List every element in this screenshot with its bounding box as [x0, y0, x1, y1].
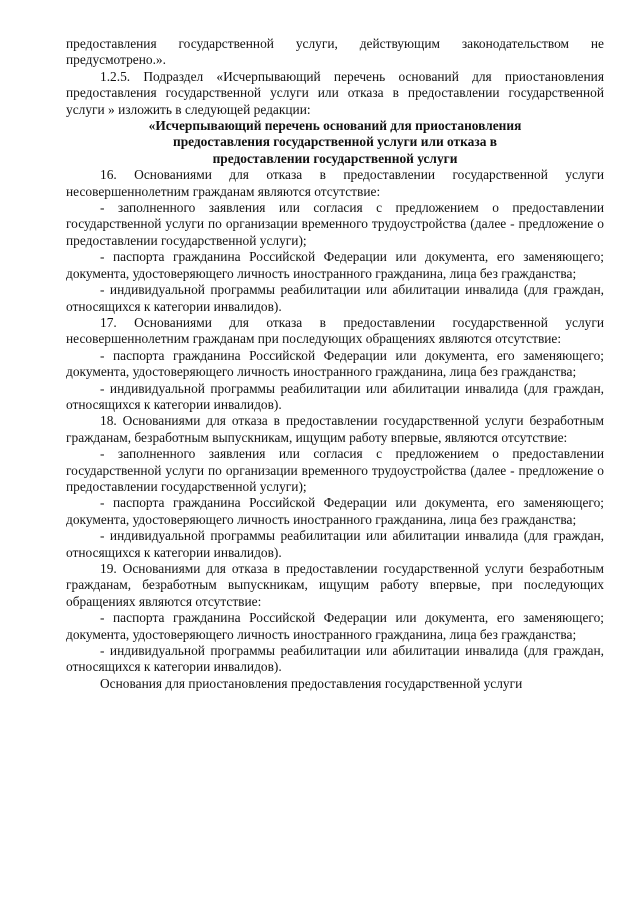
list-item: - индивидуальной программы реабилитации или абилитации инвалида (для граждан, относящихся к категории инвалидов). [66, 380, 604, 412]
paragraph-suspension-grounds: Основания для приостановления предоставления государственной услуги [100, 675, 523, 691]
paragraph-18: 18. Основаниями для отказа в предоставлении государственной услуги безработным гражданам, безработным выпускникам, ищущим работу впервые, являются отсутствие: [66, 413, 604, 445]
heading-line: «Исчерпывающий перечень оснований для приостановления [148, 118, 522, 134]
list-item: - индивидуальной программы реабилитации или абилитации инвалида (для граждан, относящихся к категории инвалидов). [66, 643, 604, 675]
paragraph-1-2-5: 1.2.5. Подраздел «Исчерпывающий перечень оснований для приостановления предоставления государственной услуги или отказа в предоставлении государственной услуги » изложить в следующей редакции: [66, 68, 604, 117]
section-heading [66, 118, 604, 167]
list-item: - паспорта гражданина Российской Федерации или документа, его заменяющего; документа, удостоверяющего личность иностранного гражданина, лица без гражданства; [66, 610, 604, 642]
list-item: - заполненного заявления или согласия с предложением о предоставлении государственной услуги по организации временного трудоустройства (далее - предложение о предоставлении государственной услуги); [66, 200, 604, 248]
heading-line: предоставления государственной услуги или отказа в [172, 134, 497, 150]
paragraph-continuation: предоставления государственной услуги, действующим законодательством не предусмотрено.». [66, 36, 604, 68]
paragraph-17: 17. Основаниями для отказа в предоставлении государственной услуги несовершеннолетним гражданам при последующих обращениях являются отсутствие: [66, 314, 604, 347]
list-item: - паспорта гражданина Российской Федерации или документа, его заменяющего; документа, удостоверяющего личность иностранного гражданина, лица без гражданства; [66, 495, 604, 527]
paragraph-19: 19. Основаниями для отказа в предоставлении государственной услуги безработным гражданам, безработным выпускникам, ищущим работу впервые, при последующих обращениях являются отсутствие: [66, 561, 604, 609]
list-item: - паспорта гражданина Российской Федерации или документа, его заменяющего; документа, удостоверяющего личность иностранного гражданина, лица без гражданства; [66, 347, 604, 380]
list-item: - паспорта гражданина Российской Федерации или документа, его заменяющего; документа, удостоверяющего личность иностранного гражданина, лица без гражданства; [66, 249, 604, 281]
paragraph-16: 16. Основаниями для отказа в предоставлении государственной услуги несовершеннолетним гражданам являются отсутствие: [66, 167, 604, 199]
heading-line: предоставлении государственной услуги [212, 150, 458, 166]
list-item: - индивидуальной программы реабилитации или абилитации инвалида (для граждан, относящихся к категории инвалидов). [66, 528, 604, 560]
list-item: - заполненного заявления или согласия с предложением о предоставлении государственной услуги по организации временного трудоустройства (далее - предложение о предоставлении государственной услуги); [66, 446, 604, 494]
list-item: - индивидуальной программы реабилитации или абилитации инвалида (для граждан, относящихся к категории инвалидов). [66, 282, 604, 314]
